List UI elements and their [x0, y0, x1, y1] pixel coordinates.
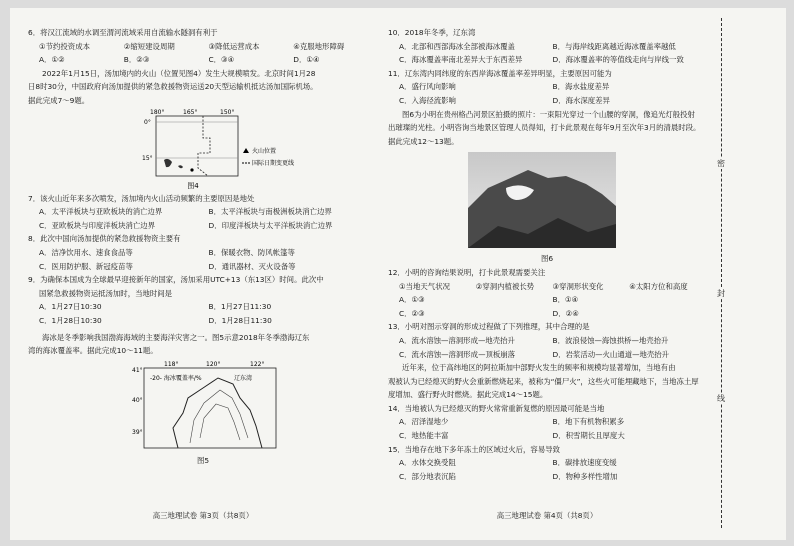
question-12: [388, 266, 706, 320]
legend-volcano-label: 火山位置: [252, 147, 277, 155]
question-9-stem-cont: 国紧急救援物资运抵汤加时，当地时间是: [39, 288, 173, 298]
island: [164, 158, 183, 167]
option-c: C．②③: [399, 308, 425, 318]
option-d: D．岩浆活动—火山通道—地壳抬升: [552, 349, 670, 359]
option-d: D．积雪期长且厚度大: [552, 431, 625, 441]
option-b: B．与海岸线距离越近海冰覆盖率越低: [552, 41, 676, 51]
option-b: B．碳排放速度变缓: [552, 458, 617, 468]
seal-label: 密: [712, 158, 730, 169]
isoline: [200, 404, 240, 440]
question-14-options: [388, 415, 706, 442]
exam-sheet: [10, 8, 786, 540]
place-label: 辽东湾: [234, 374, 253, 382]
lat-label: 39°: [132, 428, 143, 436]
question-10-options: [388, 40, 706, 67]
option-d: D．物种多样性增加: [552, 471, 618, 481]
option-c: C．海冰覆盖率南北差异大于东西差异: [399, 55, 523, 65]
question-7: [28, 192, 378, 233]
figure-5-legend: -20- 海冰覆盖率/%: [150, 374, 202, 382]
option-a: A．沼泽湿地少: [399, 417, 449, 427]
intro-line: 湾的海冰覆盖率。据此完成10～11题。: [28, 346, 158, 356]
page-3-footer: 高三地理试卷 第3页（共8页）: [152, 511, 254, 520]
lat-label: 15°: [142, 154, 153, 162]
option-c: C．入海径流影响: [399, 95, 456, 105]
question-15-options: [388, 456, 706, 483]
intro-line: 2022年1月15日，汤加境内的火山（位置见图4）发生大规模喷发。北京时间1月28: [42, 68, 316, 78]
figure-6-photo: [388, 148, 706, 256]
option-c: C．1月28日10:30: [39, 315, 102, 325]
option-c: C．流水溶蚀—溶洞形成—顶板崩落: [399, 349, 516, 359]
lat-label: 40°: [132, 396, 143, 404]
question-14-stem: 14．当地被认为已经熄灭的野火常常重新复燃的原因最可能是当地: [388, 403, 605, 413]
figure-4: [28, 108, 378, 192]
question-15-stem: 15．当地存在地下多年冻土的区域过火后，容易导致: [388, 444, 561, 454]
volcano-marker: [190, 168, 193, 171]
option-a: A．太平洋板块与亚欧板块的消亡边界: [39, 207, 163, 217]
question-10-stem: 10．2018年冬季，辽东湾: [388, 28, 476, 37]
map-frame: [156, 116, 238, 176]
option-a: A．1月27日10:30: [39, 302, 102, 312]
lon-label: 165°: [183, 108, 198, 116]
page-4-column: [388, 26, 706, 483]
question-8-options: [28, 246, 378, 273]
isoline: [190, 390, 248, 443]
lon-label: 118°: [164, 360, 179, 368]
intro-12-13: [388, 108, 706, 122]
question-8: [28, 232, 378, 273]
option-d: D．海冰覆盖率的等值线走向与岸线一致: [552, 55, 684, 65]
question-11: [388, 67, 706, 108]
option-d: D．海水深度差异: [552, 95, 610, 105]
statement-4: ④克服地形障碍: [293, 41, 345, 51]
lon-label: 122°: [250, 360, 265, 368]
intro-7-9: [28, 67, 378, 81]
figure-5-map: [28, 358, 378, 458]
lon-label: 120°: [206, 360, 221, 368]
question-9-options: [28, 300, 378, 327]
question-12-options: [388, 293, 706, 320]
question-12-items: [388, 280, 706, 294]
option-c: C．③④: [208, 55, 235, 65]
intro-line: 度增加、盛行野火时燃烧。据此完成14～15题。: [388, 390, 548, 400]
question-13-options: [388, 334, 706, 361]
page-4-footer: 高三地理试卷 第4页（共8页）: [496, 511, 598, 520]
intro-line: 海冰是冬季影响我国渤海海域的主要海洋灾害之一。图5示意2018年冬季渤海辽东: [42, 332, 310, 342]
option-d: D．1月28日11:30: [208, 315, 272, 325]
question-9-stem: 9．为确保本国成为全球最早迎接新年的国家，汤加采用UTC+13（东13区）时间。此次中: [28, 275, 324, 285]
question-10: [388, 26, 706, 67]
statement-3: ③穿洞形状变化: [552, 281, 604, 291]
lat-label: 41°: [132, 366, 143, 374]
option-c: C．医用防护服、新冠疫苗等: [39, 261, 133, 271]
statement-2: ②缩短建设周期: [123, 41, 175, 51]
option-c: C．亚欧板块与印度洋板块消亡边界: [39, 220, 156, 230]
question-15: [388, 443, 706, 484]
option-a: A．流水溶蚀—溶洞形成—地壳抬升: [399, 335, 515, 345]
question-9: [28, 273, 378, 327]
option-b: B．保暖衣物、防风帐篷等: [208, 247, 295, 257]
question-7-options: [28, 205, 378, 232]
option-b: B．太平洋板块与南极洲板块消亡边界: [208, 207, 332, 217]
figure-4-caption: 图4: [187, 181, 199, 190]
question-11-stem: 11．辽东湾内同纬度的东西岸海冰覆盖率差异明显，主要原因可能为: [388, 68, 612, 78]
option-b: B．②③: [123, 55, 150, 65]
figure-5-caption: 图5: [196, 455, 210, 465]
question-6-items: [28, 40, 378, 54]
option-a: A．①②: [39, 55, 65, 65]
option-d: D．②④: [552, 308, 579, 318]
lon-label: 180°: [150, 108, 165, 116]
statement-1: ①当地天气状况: [399, 281, 450, 291]
option-d: D．①④: [293, 55, 320, 65]
question-6-stem: 6．将汉江流域的水调至渭河流域采用自流输水隧洞有利于: [28, 28, 218, 37]
option-a: A．北部和西部海冰全部被海冰覆盖: [399, 41, 515, 51]
legend-volcano-icon: [243, 148, 249, 153]
page-3-column: [28, 26, 378, 467]
option-a: A．洁净饮用水、速食食品等: [39, 247, 133, 257]
option-d: D．通讯器材、灭火设备等: [208, 261, 296, 271]
figure-6: [388, 148, 706, 256]
intro-line: 图6为小明在贵州格凸河景区拍摄的照片：一束阳光穿过一个山腰的穿洞，像追光灯般投射: [402, 109, 695, 119]
intro-line: 据此完成12～13题。: [388, 136, 459, 146]
question-12-stem: 12．小明的咨询结果说明，打卡此景观需要关注: [388, 267, 546, 277]
question-13: [388, 320, 706, 361]
lon-label: 150°: [220, 108, 235, 116]
question-13-stem: 13．小明对图示穿洞的形成过程做了下列推理，其中合理的是: [388, 322, 590, 332]
option-b: B．海水盐度差异: [552, 82, 610, 92]
figure-5: [28, 358, 378, 458]
question-6-options: [28, 53, 378, 67]
lat-label: 0°: [144, 118, 151, 126]
seal-dashed-line: [721, 18, 722, 528]
option-b: B．1月27日11:30: [208, 302, 272, 312]
legend-dateline-label: 国际日期变更线: [252, 159, 295, 167]
option-a: A．①③: [399, 295, 425, 305]
seal-label: 线: [712, 393, 730, 404]
intro-10-11: [28, 331, 378, 345]
option-a: A．水体交换受阻: [399, 458, 456, 468]
seal-label: 封: [712, 288, 730, 299]
option-b: B．波浪侵蚀—海蚀拱桥—地壳抬升: [552, 335, 669, 345]
option-b: B．①④: [552, 295, 579, 305]
figure-4-map: [28, 108, 378, 192]
intro-line: 出璀璨的光柱。小明咨询当地景区管理人员得知，打卡此景观在每年9月至次年3月的清晨时段。: [388, 123, 701, 133]
question-8-stem: 8．此次中国向汤加提供的紧急救援物资主要有: [28, 234, 181, 244]
coastline: [173, 378, 262, 448]
option-c: C．部分地表沉陷: [399, 471, 456, 481]
intro-14-15: [388, 361, 706, 375]
option-a: A．盛行风向影响: [399, 82, 456, 92]
question-11-options: [388, 80, 706, 107]
option-c: C．地热能丰富: [399, 431, 449, 441]
option-d: D．印度洋板块与太平洋板块消亡边界: [208, 220, 333, 230]
intro-line: 观被认为已经熄灭的野火会重新燃烧起来，被称为“僵尸火”，这些火可能埋藏地下，当地冻土厚: [388, 376, 699, 386]
intro-line: 近年来，位于高纬地区的阿拉斯加中部野火发生的频率和规模均显著增加，当地有由: [402, 363, 676, 373]
statement-3: ③降低运营成本: [208, 41, 260, 51]
intro-line: 日8时30分，中国政府向汤加提供的紧急救援物资运送20天型运输机抵达汤加国际机场。: [28, 82, 318, 92]
figure-6-caption: 图6: [540, 254, 554, 264]
statement-1: ①节约投资成本: [39, 41, 90, 51]
dateline: [198, 116, 210, 176]
seal-line-sidebar: [708, 8, 748, 540]
question-14: [388, 402, 706, 443]
question-7-stem: 7．该火山近年来多次喷发，汤加境内火山活动频繁的主要原因是地处: [28, 193, 255, 203]
option-b: B．地下有机物积累多: [552, 417, 625, 427]
intro-line: 据此完成7～9题。: [28, 95, 90, 105]
question-6: [28, 26, 378, 67]
statement-4: ④太阳方位和高度: [629, 281, 688, 291]
statement-2: ②穿洞内植被长势: [475, 281, 535, 291]
